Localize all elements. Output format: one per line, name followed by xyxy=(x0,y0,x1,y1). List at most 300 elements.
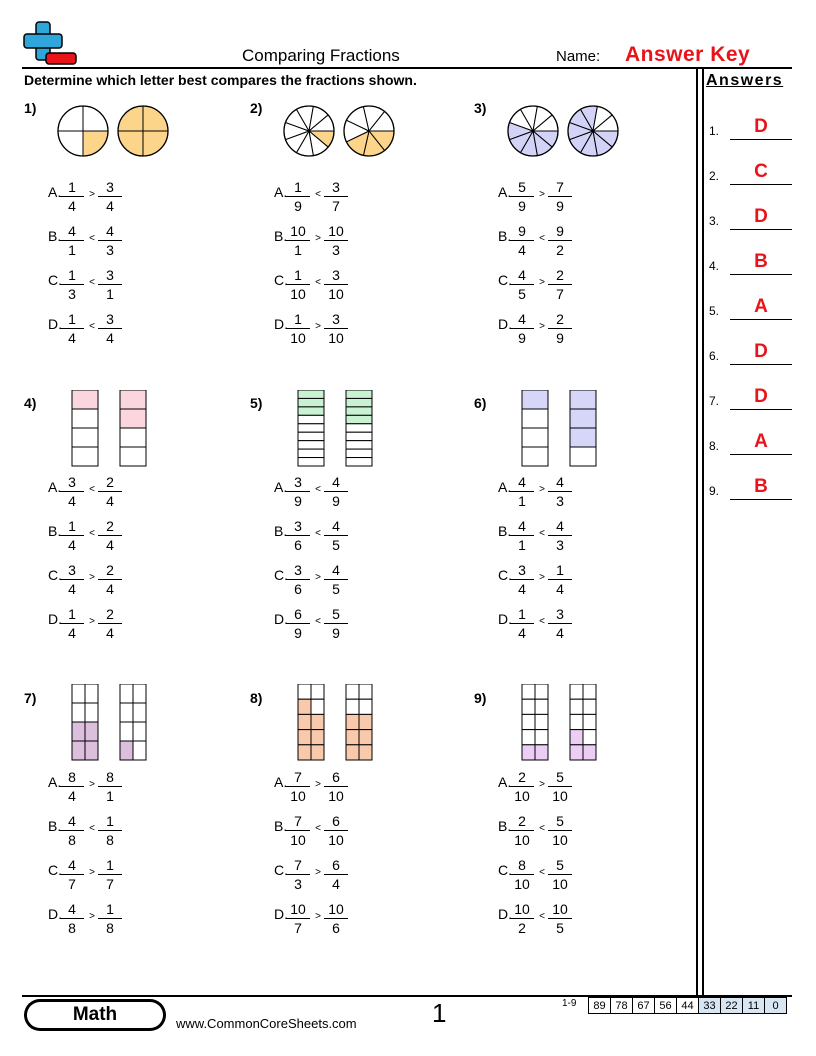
fraction-left xyxy=(60,310,84,347)
bar-cell xyxy=(570,409,596,428)
site-url: www.CommonCoreSheets.com xyxy=(176,1016,357,1031)
fraction-model xyxy=(474,684,654,764)
score-cell: 11 xyxy=(743,998,765,1014)
bar-cell xyxy=(522,409,548,428)
answer-number: 7. xyxy=(709,394,720,408)
fraction-right xyxy=(98,222,122,259)
choice-letter: B. xyxy=(498,523,512,539)
fraction-circle xyxy=(284,106,334,156)
answer-letter: D xyxy=(754,386,768,407)
bar-cell xyxy=(298,390,324,398)
numerator: 1 xyxy=(548,561,572,580)
bar-cell xyxy=(298,415,324,423)
numerator: 4 xyxy=(60,856,84,875)
numerator: 1 xyxy=(60,310,84,329)
fraction-right xyxy=(98,812,122,849)
numerator: 1 xyxy=(60,266,84,285)
answer-number: 2. xyxy=(709,169,720,183)
choice-letter: C. xyxy=(48,567,62,583)
choice-letter: A. xyxy=(498,774,512,790)
score-cell: 0 xyxy=(765,998,787,1014)
fraction-left xyxy=(510,768,534,805)
denominator: 4 xyxy=(106,537,114,553)
numerator: 1 xyxy=(98,900,122,919)
numerator: 2 xyxy=(548,266,572,285)
score-cell: 78 xyxy=(611,998,633,1014)
answer-number: 8. xyxy=(709,439,720,453)
fraction-right xyxy=(324,310,348,347)
numerator: 7 xyxy=(286,812,310,831)
answer-choice-c xyxy=(274,856,404,896)
bar-cell xyxy=(583,684,596,699)
answer-choice-d xyxy=(274,900,404,940)
bar-cell xyxy=(120,741,133,760)
denominator: 5 xyxy=(556,920,564,936)
bar-cell xyxy=(120,684,133,703)
denominator: 1 xyxy=(106,788,114,804)
fraction-right xyxy=(548,266,572,303)
numerator: 6 xyxy=(324,856,348,875)
comparison-symbol: < xyxy=(539,911,545,922)
bar-cell xyxy=(346,407,372,415)
fraction-left xyxy=(60,178,84,215)
numerator: 4 xyxy=(98,222,122,241)
problem-number: 2) xyxy=(250,100,263,116)
answer-choice-d xyxy=(498,605,628,645)
answer-row xyxy=(709,296,793,320)
numerator: 4 xyxy=(510,310,534,329)
fraction-left xyxy=(510,605,534,642)
bar-cell xyxy=(133,722,146,741)
denominator: 9 xyxy=(556,330,564,346)
fraction-right xyxy=(548,768,572,805)
bar-cell xyxy=(522,428,548,447)
bar-cell xyxy=(133,703,146,722)
denominator: 9 xyxy=(518,198,526,214)
numerator: 4 xyxy=(548,473,572,492)
choice-letter: C. xyxy=(48,272,62,288)
fraction-right xyxy=(324,561,348,598)
fraction-circle xyxy=(344,106,394,156)
fraction-left xyxy=(286,856,310,893)
fraction-bar xyxy=(570,390,596,466)
problem-number: 4) xyxy=(24,395,37,411)
bar-cell xyxy=(570,447,596,466)
choice-letter: C. xyxy=(274,567,288,583)
fraction-right xyxy=(548,561,572,598)
bar-cell xyxy=(535,730,548,745)
denominator: 3 xyxy=(294,876,302,892)
numerator: 1 xyxy=(286,266,310,285)
comparison-symbol: > xyxy=(89,911,95,922)
denominator: 3 xyxy=(556,537,564,553)
fraction-left xyxy=(60,473,84,510)
denominator: 10 xyxy=(290,286,306,302)
fraction-right xyxy=(548,856,572,893)
worksheet-title: Comparing Fractions xyxy=(242,46,400,65)
choice-letter: D. xyxy=(498,611,512,627)
denominator: 10 xyxy=(290,788,306,804)
bar-cell xyxy=(311,699,324,714)
problem-5 xyxy=(250,395,460,695)
fraction-bar xyxy=(346,684,372,760)
numerator: 4 xyxy=(510,266,534,285)
fraction-left xyxy=(60,812,84,849)
answer-choice-b xyxy=(274,517,404,557)
bar-cell xyxy=(346,449,372,457)
bar-cell xyxy=(359,745,372,760)
answer-number: 4. xyxy=(709,259,720,273)
bar-cell xyxy=(298,745,311,760)
choice-letter: B. xyxy=(48,523,62,539)
answer-number: 3. xyxy=(709,214,720,228)
bar-cell xyxy=(570,390,596,409)
fraction-bar xyxy=(298,684,324,760)
numerator: 1 xyxy=(98,856,122,875)
fraction-right xyxy=(98,266,122,303)
fraction-right xyxy=(324,178,348,215)
fraction-bar xyxy=(120,684,146,760)
answer-choice-d xyxy=(48,900,178,940)
choice-letter: B. xyxy=(498,228,512,244)
denominator: 10 xyxy=(328,286,344,302)
answer-key-label: Answer Key xyxy=(625,43,751,66)
comparison-symbol: > xyxy=(89,616,95,627)
answer-letter: B xyxy=(754,251,768,272)
fraction-bar xyxy=(298,390,324,466)
choice-letter: B. xyxy=(274,523,288,539)
answer-choice-a xyxy=(274,473,404,513)
numerator: 4 xyxy=(324,517,348,536)
comparison-symbol: > xyxy=(539,277,545,288)
numerator: 1 xyxy=(286,178,310,197)
comparison-symbol: < xyxy=(89,484,95,495)
denominator: 4 xyxy=(68,198,76,214)
denominator: 8 xyxy=(106,920,114,936)
fraction-right xyxy=(324,768,348,805)
numerator: 10 xyxy=(324,900,348,919)
numerator: 5 xyxy=(548,856,572,875)
numerator: 9 xyxy=(510,222,534,241)
bar-cell xyxy=(522,699,535,714)
answer-choice-c xyxy=(498,856,628,896)
choice-letter: D. xyxy=(498,316,512,332)
comparison-symbol: < xyxy=(89,321,95,332)
numerator: 1 xyxy=(286,310,310,329)
answers-heading: Answers xyxy=(706,72,784,89)
fraction-model xyxy=(250,684,430,764)
bar-cell xyxy=(72,409,98,428)
answer-choice-a xyxy=(274,768,404,808)
score-cell: 22 xyxy=(721,998,743,1014)
fraction-right xyxy=(548,473,572,510)
fraction-right xyxy=(548,900,572,937)
fraction-right xyxy=(324,517,348,554)
problem-number: 6) xyxy=(474,395,487,411)
bar-cell xyxy=(346,432,372,440)
answer-choice-c xyxy=(48,561,178,601)
choice-letter: C. xyxy=(498,272,512,288)
answer-row xyxy=(709,161,793,185)
numerator: 10 xyxy=(286,900,310,919)
subject-badge xyxy=(24,999,166,1031)
fraction-left xyxy=(510,473,534,510)
answer-choice-b xyxy=(274,812,404,852)
numerator: 4 xyxy=(510,473,534,492)
answer-choice-b xyxy=(498,812,628,852)
denominator: 9 xyxy=(294,198,302,214)
bar-cell xyxy=(535,684,548,699)
fraction-bar xyxy=(522,684,548,760)
fraction-bar xyxy=(346,390,372,466)
fraction-left xyxy=(286,605,310,642)
problem-number: 8) xyxy=(250,690,263,706)
answer-letter: D xyxy=(754,116,768,137)
numerator: 2 xyxy=(510,812,534,831)
problem-6 xyxy=(474,395,684,695)
denominator: 4 xyxy=(68,625,76,641)
fraction-left xyxy=(510,856,534,893)
answer-choice-d xyxy=(498,310,628,350)
choice-letter: C. xyxy=(274,272,288,288)
comparison-symbol: > xyxy=(539,321,545,332)
fraction-left xyxy=(286,812,310,849)
answer-letter: C xyxy=(754,161,768,182)
answer-number: 9. xyxy=(709,484,720,498)
numerator: 6 xyxy=(324,768,348,787)
fraction-right xyxy=(98,561,122,598)
bar-cell xyxy=(522,745,535,760)
answer-choice-d xyxy=(48,310,178,350)
score-cell: 33 xyxy=(699,998,721,1014)
bar-cell xyxy=(535,699,548,714)
bar-cell xyxy=(346,398,372,406)
fraction-right xyxy=(548,605,572,642)
numerator: 2 xyxy=(98,605,122,624)
denominator: 5 xyxy=(518,286,526,302)
denominator: 4 xyxy=(106,330,114,346)
fraction-bar xyxy=(120,390,146,466)
choice-letter: D. xyxy=(274,611,288,627)
choice-letter: D. xyxy=(48,906,62,922)
bar-cell xyxy=(120,703,133,722)
numerator: 7 xyxy=(548,178,572,197)
comparison-symbol: > xyxy=(89,779,95,790)
fraction-left xyxy=(286,473,310,510)
fraction-right xyxy=(324,266,348,303)
denominator: 7 xyxy=(556,286,564,302)
bar-cell xyxy=(298,714,311,729)
bar-cell xyxy=(346,699,359,714)
bar-cell xyxy=(72,428,98,447)
fraction-bar xyxy=(72,390,98,466)
score-table xyxy=(588,997,787,1014)
fraction-circle xyxy=(58,106,108,156)
bar-cell xyxy=(359,714,372,729)
fraction-bar xyxy=(570,684,596,760)
fraction-left xyxy=(286,561,310,598)
bar-cell xyxy=(72,390,98,409)
denominator: 4 xyxy=(106,625,114,641)
plus-minus-logo-icon xyxy=(22,20,78,68)
bar-cell xyxy=(570,428,596,447)
problem-8 xyxy=(250,690,460,990)
comparison-symbol: > xyxy=(315,233,321,244)
numerator: 3 xyxy=(548,605,572,624)
bar-cell xyxy=(72,722,85,741)
denominator: 4 xyxy=(518,625,526,641)
bar-cell xyxy=(298,424,324,432)
answer-choice-d xyxy=(498,900,628,940)
comparison-symbol: < xyxy=(315,616,321,627)
bar-cell xyxy=(583,714,596,729)
numerator: 3 xyxy=(286,517,310,536)
comparison-symbol: > xyxy=(539,779,545,790)
fraction-model xyxy=(250,100,430,180)
denominator: 1 xyxy=(294,242,302,258)
answer-choice-a xyxy=(498,178,628,218)
fraction-right xyxy=(324,812,348,849)
numerator: 8 xyxy=(510,856,534,875)
fraction-right xyxy=(324,605,348,642)
answer-letter: D xyxy=(754,206,768,227)
bar-cell xyxy=(522,390,548,409)
problem-7 xyxy=(24,690,234,990)
answer-blank xyxy=(730,274,792,275)
denominator: 8 xyxy=(68,832,76,848)
denominator: 4 xyxy=(106,493,114,509)
fraction-bar xyxy=(72,684,98,760)
bar-cell xyxy=(570,730,583,745)
answer-column-divider xyxy=(696,67,698,995)
answer-row xyxy=(709,206,793,230)
denominator: 10 xyxy=(328,788,344,804)
choice-letter: A. xyxy=(498,184,512,200)
fraction-model xyxy=(24,390,204,470)
choice-letter: A. xyxy=(274,774,288,790)
numerator: 5 xyxy=(548,812,572,831)
numerator: 4 xyxy=(510,517,534,536)
fraction-right xyxy=(98,856,122,893)
numerator: 4 xyxy=(324,561,348,580)
choice-letter: D. xyxy=(48,611,62,627)
denominator: 4 xyxy=(68,537,76,553)
choice-letter: D. xyxy=(498,906,512,922)
numerator: 2 xyxy=(98,561,122,580)
comparison-symbol: < xyxy=(315,528,321,539)
fraction-left xyxy=(510,178,534,215)
fraction-circle xyxy=(118,106,168,156)
numerator: 4 xyxy=(548,517,572,536)
answer-blank xyxy=(730,364,792,365)
numerator: 10 xyxy=(510,900,534,919)
bar-cell xyxy=(133,741,146,760)
answer-column-divider xyxy=(702,67,704,995)
denominator: 9 xyxy=(294,625,302,641)
bar-cell xyxy=(522,730,535,745)
fraction-left xyxy=(60,561,84,598)
fraction-left xyxy=(60,768,84,805)
bar-cell xyxy=(535,714,548,729)
choice-letter: B. xyxy=(274,818,288,834)
bar-cell xyxy=(311,684,324,699)
denominator: 3 xyxy=(106,242,114,258)
name-label: Name: xyxy=(556,48,601,65)
choice-letter: A. xyxy=(48,479,62,495)
fraction-right xyxy=(98,473,122,510)
fraction-right xyxy=(324,900,348,937)
comparison-symbol: > xyxy=(315,911,321,922)
denominator: 1 xyxy=(68,242,76,258)
answer-choice-b xyxy=(48,812,178,852)
answer-choice-c xyxy=(498,561,628,601)
comparison-symbol: < xyxy=(89,277,95,288)
fraction-left xyxy=(510,310,534,347)
numerator: 6 xyxy=(324,812,348,831)
fraction-left xyxy=(60,856,84,893)
choice-letter: D. xyxy=(48,316,62,332)
answer-choice-d xyxy=(274,310,404,350)
fraction-model xyxy=(24,100,204,180)
fraction-right xyxy=(548,310,572,347)
bar-cell xyxy=(346,684,359,699)
denominator: 10 xyxy=(514,788,530,804)
page-number: 1 xyxy=(432,998,447,1028)
comparison-symbol: > xyxy=(539,189,545,200)
fraction-right xyxy=(324,222,348,259)
bar-cell xyxy=(298,458,324,466)
bar-cell xyxy=(346,745,359,760)
answer-choice-a xyxy=(48,768,178,808)
fraction-left xyxy=(286,900,310,937)
answer-choice-c xyxy=(274,266,404,306)
choice-letter: B. xyxy=(48,228,62,244)
comparison-symbol: < xyxy=(539,616,545,627)
numerator: 8 xyxy=(60,768,84,787)
bar-cell xyxy=(535,745,548,760)
numerator: 4 xyxy=(60,812,84,831)
answer-choice-b xyxy=(274,222,404,262)
score-cell: 67 xyxy=(633,998,655,1014)
fraction-left xyxy=(286,178,310,215)
denominator: 4 xyxy=(556,625,564,641)
bar-cell xyxy=(120,409,146,428)
denominator: 10 xyxy=(552,876,568,892)
comparison-symbol: < xyxy=(539,528,545,539)
fraction-right xyxy=(98,900,122,937)
answer-letter: A xyxy=(754,431,768,452)
problem-number: 9) xyxy=(474,690,487,706)
numerator: 10 xyxy=(548,900,572,919)
choice-letter: C. xyxy=(274,862,288,878)
bar-cell xyxy=(311,714,324,729)
numerator: 1 xyxy=(98,812,122,831)
problem-3 xyxy=(474,100,684,400)
fraction-left xyxy=(60,266,84,303)
bar-cell xyxy=(570,684,583,699)
choice-letter: C. xyxy=(498,567,512,583)
answer-blank xyxy=(730,499,792,500)
denominator: 5 xyxy=(332,581,340,597)
answer-choice-c xyxy=(274,561,404,601)
answer-blank xyxy=(730,409,792,410)
score-cell: 89 xyxy=(589,998,611,1014)
numerator: 3 xyxy=(510,561,534,580)
bar-cell xyxy=(72,447,98,466)
denominator: 4 xyxy=(106,198,114,214)
answer-choice-b xyxy=(498,222,628,262)
bar-cell xyxy=(85,703,98,722)
